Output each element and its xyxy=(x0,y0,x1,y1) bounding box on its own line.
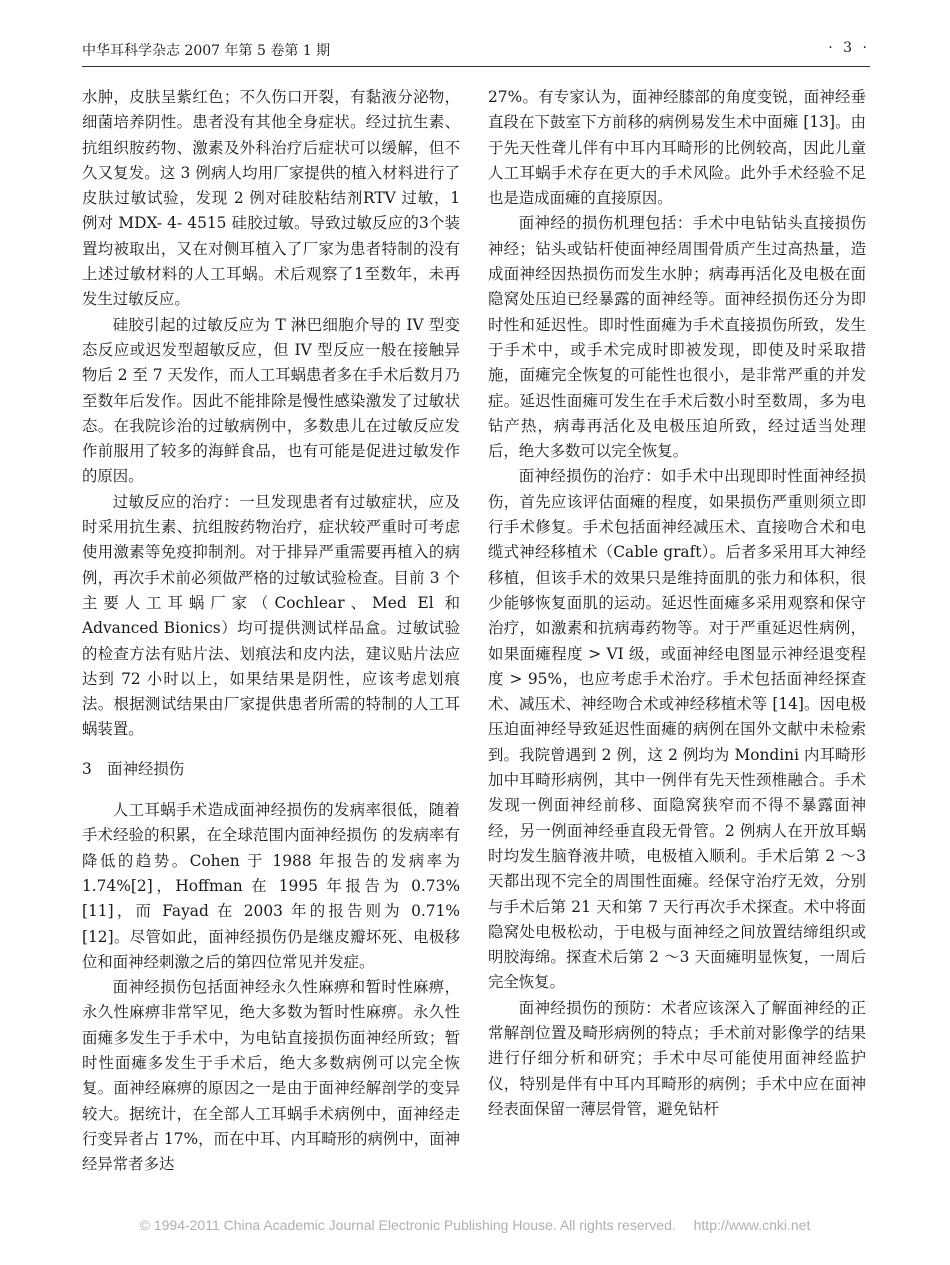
section-heading: 3 面神经损伤 xyxy=(82,759,185,778)
paragraph: 过敏反应的治疗：一旦发现患者有过敏症状，应及时采用抗生素、抗组胺药物治疗，症状较严重时可考虑使用激素等免疫抑制剂。对于排异严重需要再植入的病例，再次手术前必须做严格的过敏试验检查。目前 3 个主要人工耳蜗厂家（Cochlear、Med El 和 Advanced Bionics）均可提供测试样品盒。过敏试验的检查方法有贴片法、划痕法和皮内法，建议贴片法应达到 72 小时以上，如果结果是阴性，应该考虑划痕法。根据测试结果由厂家提供患者所需的特制的人工耳蜗装置。 xyxy=(82,492,460,739)
paragraph: 面神经损伤的治疗：如手术中出现即时性面神经损伤，首先应该评估面瘫的程度，如果损伤严重则须立即行手术修复。手术包括面神经减压术、直接吻合术和电缆式神经移植术（Cable graft）。后者多采用耳大神经移植，但该手术的效果只是维持面肌的张力和体积，很少能够恢复面肌的运动。延迟性面瘫多采用观察和保守治疗，如激素和抗病毒药物等。对于严重延迟性病例，如果面瘫程度 > VI 级，或面神经电图显示神经退变程度 > 95%，也应考虑手术治疗。手术包括面神经探查术、减压术、神经吻合术或神经移植术等 [14]。因电极压迫面神经导致延迟性面瘫的病例在国外文献中未检索到。我院曾遇到 2 例，这 2 例均为 Mondini 内耳畸形加中耳畸形病例，其中一例伴有先天性颈椎融合。手术发现一例面神经前移、面隐窝狭窄而不得不暴露面神经，另一例面神经垂直段无骨管。2 例病人在开放耳蜗时均发生脑脊液井喷，电极植入顺利。手术后第 2 ～3 天都出现不完全的周围性面瘫。经保守治疗无效，分别与手术后第 21 天和第 7 天行再次手术探查。术中将面隐窝处电极松动，于电极与面神经之间放置结缔组织或明胶海绵。探查术后第 2 ～3 天面瘫明显恢复，一周后完全恢复。 xyxy=(488,467,866,992)
running-header xyxy=(82,36,870,67)
right-column xyxy=(488,85,866,1122)
paragraph: 水肿，皮肤呈紫红色；不久伤口开裂，有黏液分泌物，细菌培养阴性。患者没有其他全身症状。经过抗生素、抗组织胺药物、激素及外科治疗后症状可以缓解，但不久又复发。这 3 例病人均用厂家提供的植入材料进行了皮肤过敏试验，发现 2 例对硅胶粘结剂RTV 过敏，1 例对 MDX- 4- 4515 硅胶过敏。导致过敏反应的3个装置均被取出，又在对侧耳植入了厂家为患者特制的没有上述过敏材料的人工耳蜗。术后观察了1至数年，未再发生过敏反应。 xyxy=(82,88,460,309)
paragraph: 27%。有专家认为，面神经膝部的角度变锐，面神经垂直段在下鼓室下方前移的病例易发生术中面瘫 [13]。由于先天性聋儿伴有中耳内耳畸形的比例较高，因此儿童人工耳蜗手术存在更大的手术风险。此外手术经验不足也是造成面瘫的直接原因。 xyxy=(488,88,866,208)
left-column xyxy=(82,85,460,1177)
paragraph: 面神经的损伤机理包括：手术中电钻钻头直接损伤神经；钻头或钻杆使面神经周围骨质产生过高热量，造成面神经因热损伤而发生水肿；病毒再活化及电极在面隐窝处压迫已经暴露的面神经等。面神经损伤还分为即时性和延迟性。即时性面瘫为手术直接损伤所致，发生于手术中，或手术完成时即被发现，即使及时采取措施，面瘫完全恢复的可能性也很小，是非常严重的并发症。延迟性面瘫可发生在手术后数小时至数周，多为电钻产热，病毒再活化及电极压迫所致，经过适当处理后，绝大多数可以完全恢复。 xyxy=(488,214,866,461)
page-number: · 3 · xyxy=(828,40,870,56)
copyright-footer: © 1994-2011 China Academic Journal Electronic Publishing House. All rights reserved. http://www.cnki.net xyxy=(139,1217,811,1233)
paragraph: 硅胶引起的过敏反应为 T 淋巴细胞介导的 IV 型变态反应或迟发型超敏反应，但 IV 型反应一般在接触异物后 2 至 7 天发作，而人工耳蜗患者多在手术后数月乃至数年后发作。因此不能排除是慢性感染激发了过敏状态。在我院诊治的过敏病例中，多数患儿在过敏反应发作前服用了较多的海鲜食品，也有可能是促进过敏发作的原因。 xyxy=(82,315,460,486)
paragraph: 人工耳蜗手术造成面神经损伤的发病率很低，随着手术经验的积累，在全球范围内面神经损伤 的发病率有降低的趋势。Cohen 于 1988 年报告的发病率为 1.74%[2]，Hoffman 在 1995 年报告为 0.73% [11]，而 Fayad 在 2003 年的报告则为 0.71% [12]。尽管如此，面神经损伤仍是继皮瓣坏死、电极移位和面神经刺激之后的第四位常见并发症。 xyxy=(82,801,460,971)
paragraph: 面神经损伤包括面神经永久性麻痹和暂时性麻痹，永久性麻痹非常罕见，绝大多数为暂时性麻痹。永久性面瘫多发生于手术中，为电钻直接损伤面神经所致；暂时性面瘫多发生于手术后，绝大多数病例可以完全恢复。面神经麻痹的原因之一是由于面神经解剖学的变异较大。据统计，在全部人工耳蜗手术病例中，面神经走行变异者占 17%，而在中耳、内耳畸形的病例中，面神经异常者多达 xyxy=(82,978,460,1174)
journal-name: 中华耳科学杂志 2007 年第 5 卷第 1 期 xyxy=(82,43,331,59)
paragraph: 面神经损伤的预防：术者应该深入了解面神经的正常解剖位置及畸形病例的特点；手术前对影像学的结果进行仔细分析和研究；手术中尽可能使用面神经监护仪，特别是伴有中耳内耳畸形的病例；手术中应在面神经表面保留一薄层骨管，避免钻杆 xyxy=(488,998,866,1118)
